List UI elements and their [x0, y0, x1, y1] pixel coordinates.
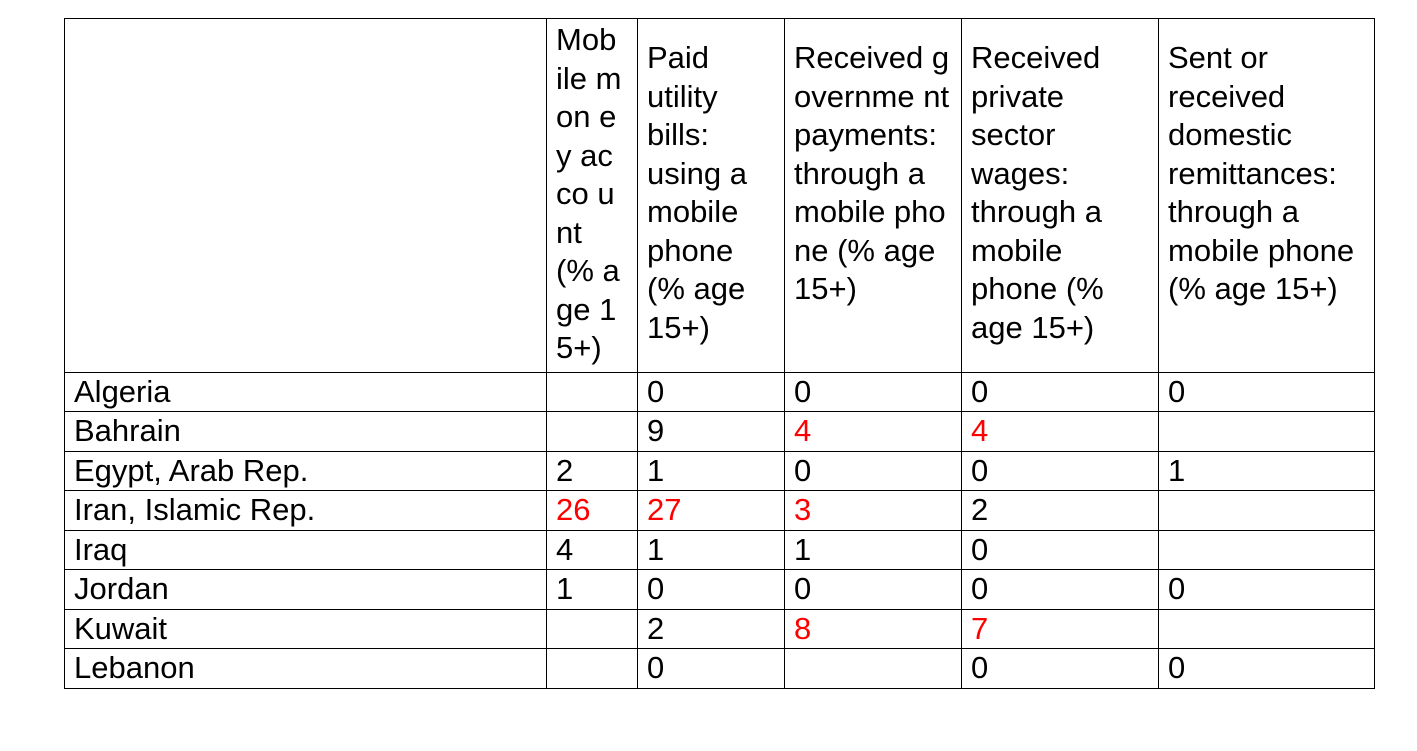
- value-cell: 0: [638, 372, 785, 412]
- value-cell: 1: [785, 530, 962, 570]
- value-cell: 0: [785, 451, 962, 491]
- highlighted-value-cell: 8: [785, 609, 962, 649]
- value-cell: 2: [547, 451, 638, 491]
- country-cell: Kuwait: [65, 609, 547, 649]
- table-row: [65, 372, 1375, 412]
- value-cell: 2: [962, 491, 1159, 531]
- value-cell: 0: [962, 372, 1159, 412]
- table-row: [65, 609, 1375, 649]
- header-received-private-sector-wages: Received private sector wages: through a mobile phone (% age 15+): [962, 19, 1159, 373]
- country-cell: Iran, Islamic Rep.: [65, 491, 547, 531]
- value-cell: [785, 649, 962, 689]
- country-cell: Egypt, Arab Rep.: [65, 451, 547, 491]
- value-cell: 1: [638, 451, 785, 491]
- header-paid-utility-bills: Paid utility bills: using a mobile phone (% age 15+): [638, 19, 785, 373]
- mobile-financial-services-table: [64, 18, 1375, 689]
- value-cell: [547, 649, 638, 689]
- table-body: [65, 372, 1375, 688]
- table-row: [65, 491, 1375, 531]
- table-row: [65, 412, 1375, 452]
- table-header: [65, 19, 1375, 373]
- header-corner-cell: [65, 19, 547, 373]
- table-row: [65, 570, 1375, 610]
- value-cell: [1159, 491, 1375, 531]
- header-sent-received-domestic-remittances: Sent or received domestic remittances: through a mobile phone (% age 15+): [1159, 19, 1375, 373]
- value-cell: 9: [638, 412, 785, 452]
- country-cell: Algeria: [65, 372, 547, 412]
- value-cell: 0: [962, 530, 1159, 570]
- highlighted-value-cell: 4: [785, 412, 962, 452]
- highlighted-value-cell: 27: [638, 491, 785, 531]
- table-row: [65, 451, 1375, 491]
- value-cell: 0: [1159, 570, 1375, 610]
- country-cell: Iraq: [65, 530, 547, 570]
- value-cell: [1159, 412, 1375, 452]
- value-cell: 0: [638, 570, 785, 610]
- value-cell: [547, 609, 638, 649]
- highlighted-value-cell: 4: [962, 412, 1159, 452]
- value-cell: 0: [962, 570, 1159, 610]
- country-cell: Bahrain: [65, 412, 547, 452]
- highlighted-value-cell: 7: [962, 609, 1159, 649]
- value-cell: 0: [962, 649, 1159, 689]
- value-cell: 0: [638, 649, 785, 689]
- value-cell: 4: [547, 530, 638, 570]
- country-cell: Lebanon: [65, 649, 547, 689]
- value-cell: [547, 372, 638, 412]
- highlighted-value-cell: 3: [785, 491, 962, 531]
- value-cell: 0: [962, 451, 1159, 491]
- value-cell: 1: [1159, 451, 1375, 491]
- header-received-government-payments: Received governme nt payments: through a mobile phone (% age 15+): [785, 19, 962, 373]
- value-cell: [547, 412, 638, 452]
- value-cell: [1159, 609, 1375, 649]
- table-row: [65, 530, 1375, 570]
- value-cell: 1: [547, 570, 638, 610]
- value-cell: 0: [785, 372, 962, 412]
- value-cell: 1: [638, 530, 785, 570]
- value-cell: 0: [785, 570, 962, 610]
- value-cell: [1159, 530, 1375, 570]
- header-mobile-money-account: Mob ile mon ey acco unt (% age 15+): [547, 19, 638, 373]
- value-cell: 0: [1159, 649, 1375, 689]
- value-cell: 2: [638, 609, 785, 649]
- country-cell: Jordan: [65, 570, 547, 610]
- header-row: [65, 19, 1375, 373]
- highlighted-value-cell: 26: [547, 491, 638, 531]
- table-row: [65, 649, 1375, 689]
- value-cell: 0: [1159, 372, 1375, 412]
